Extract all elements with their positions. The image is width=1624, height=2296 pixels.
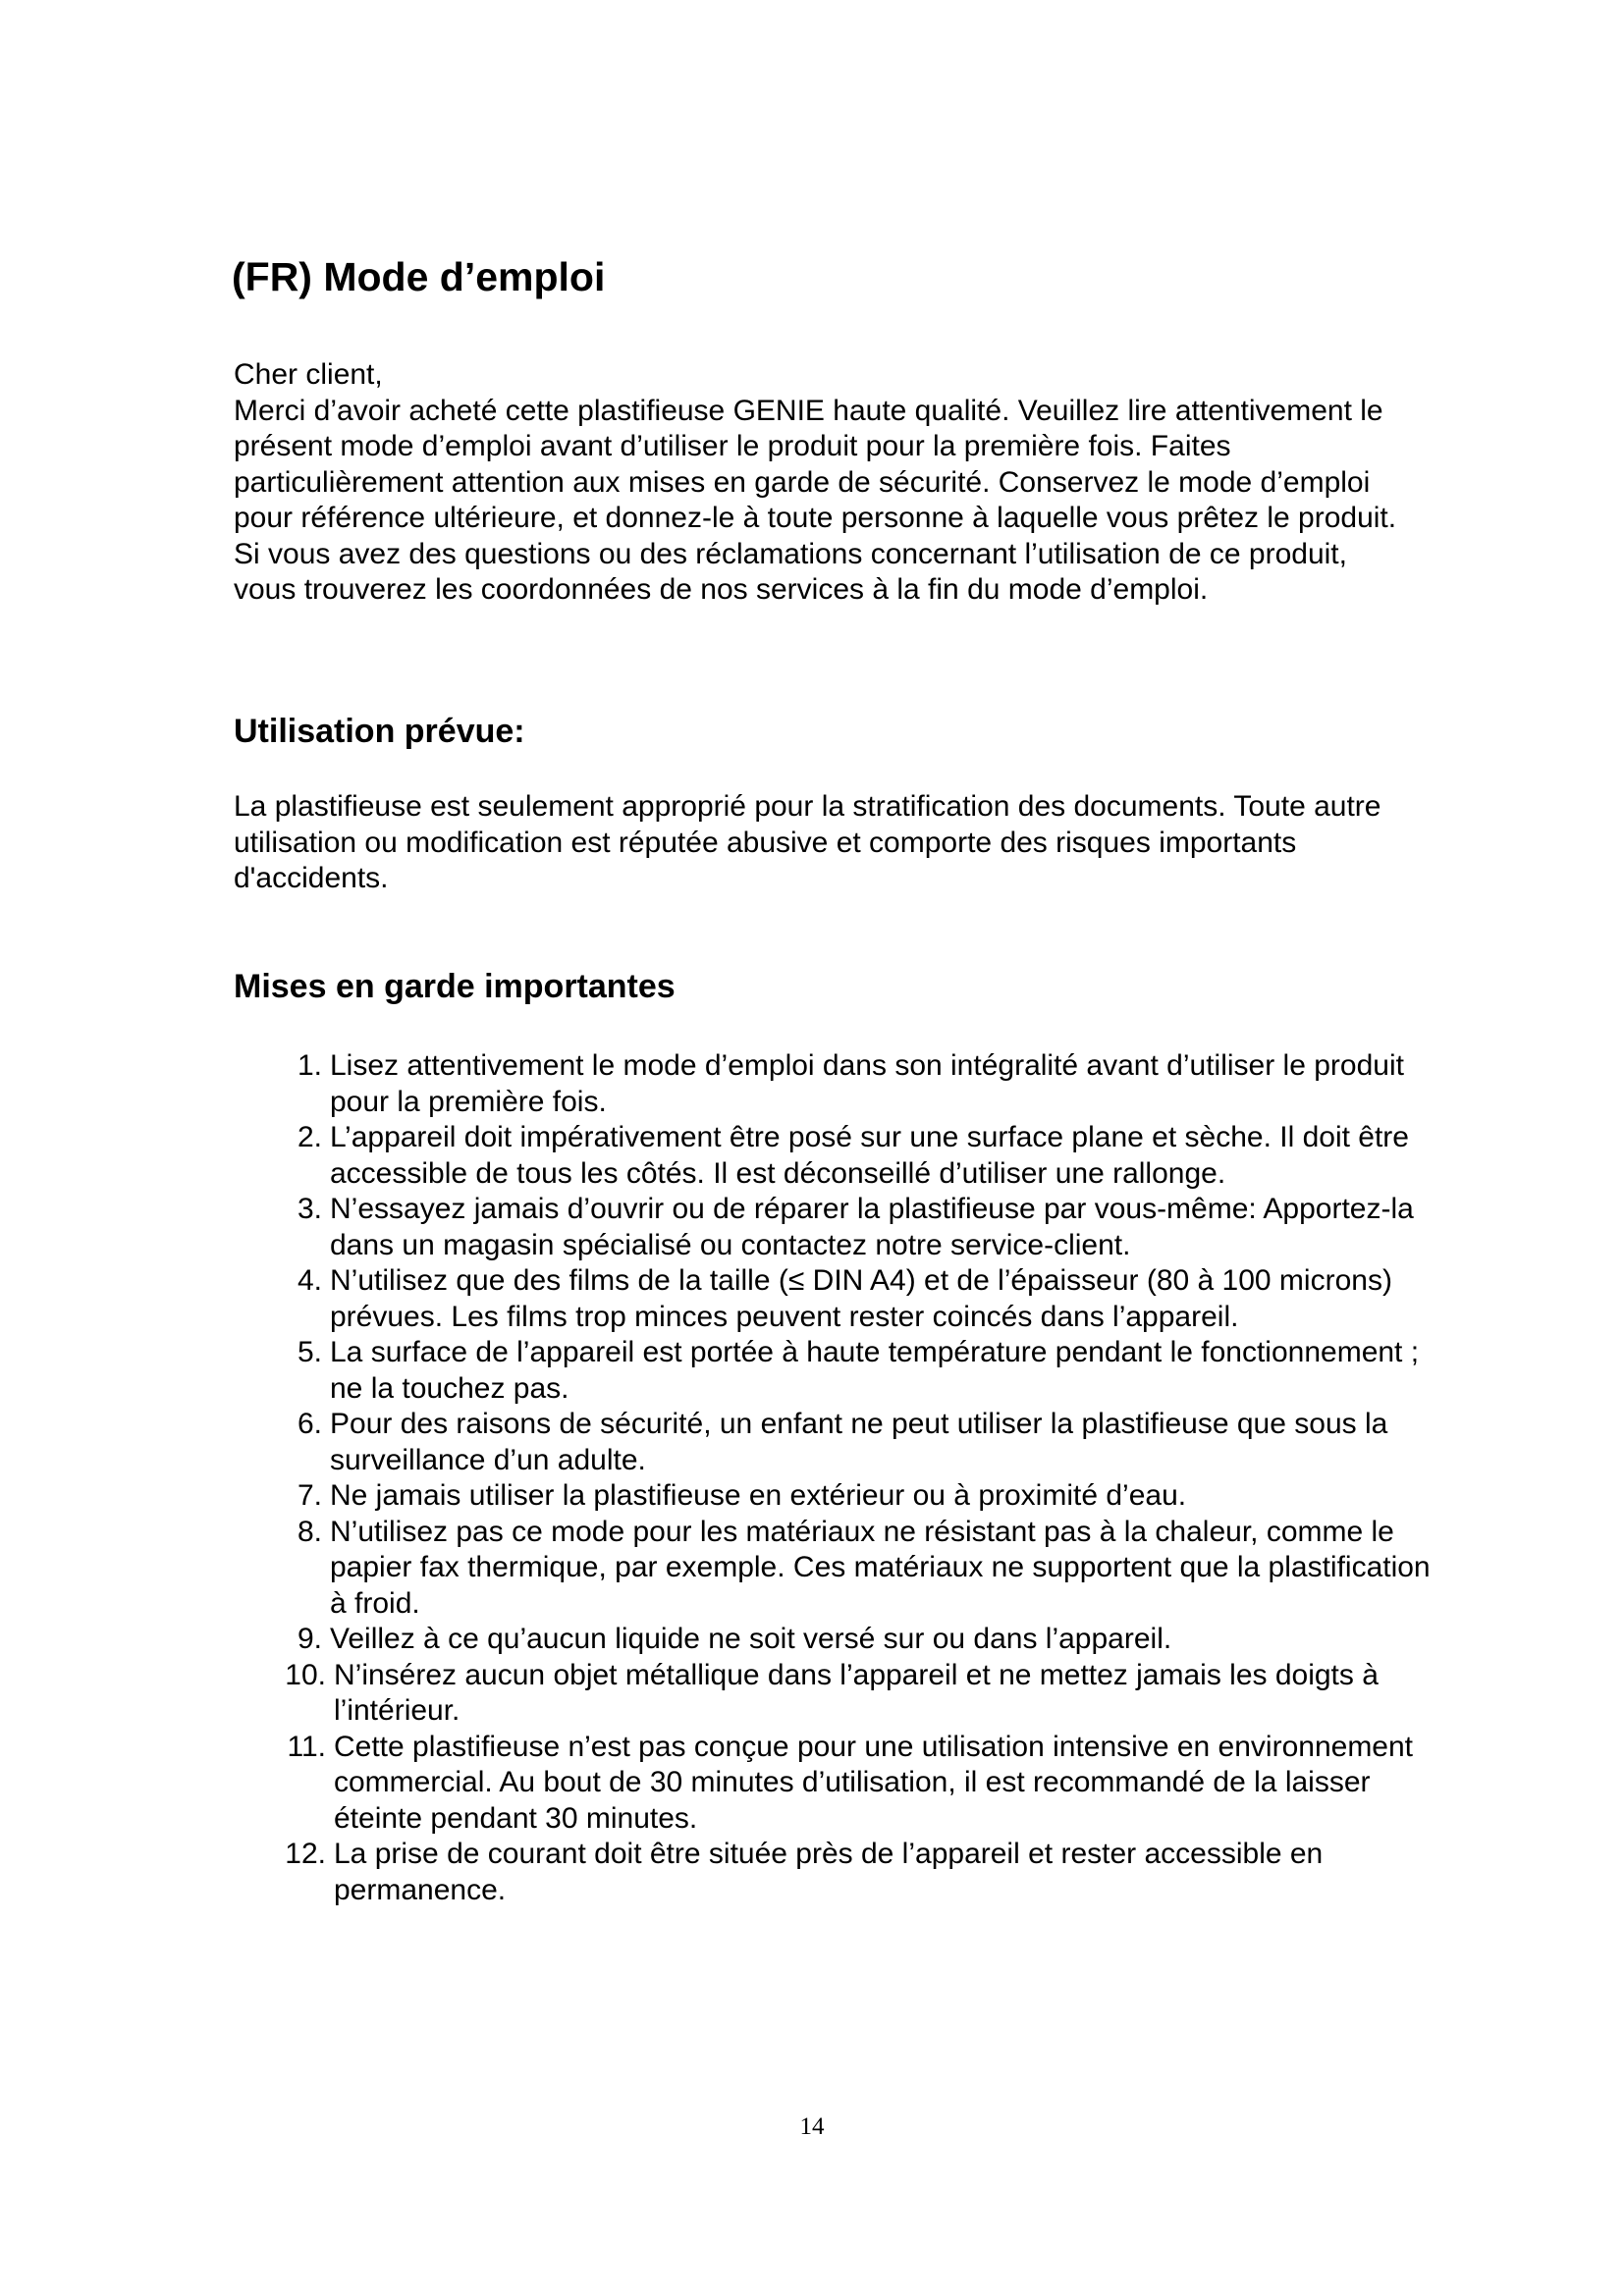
list-item xyxy=(275,1658,1434,1730)
list-item-text: Veillez à ce qu’aucun liquide ne soit versé sur ou dans l’appareil. xyxy=(330,1623,1172,1655)
list-item-text: N’utilisez pas ce mode pour les matériaux ne résistant pas à la chaleur, comme le papier fax thermique, par exemple. Ces matériaux ne supportent que la plastification à froid. xyxy=(330,1515,1431,1620)
list-item xyxy=(275,1730,1434,1838)
list-item-text: L’appareil doit impérativement être posé sur une surface plane et sèche. Il doit être accessible de tous les côtés. Il est déconseillé d’utiliser une rallonge. xyxy=(330,1121,1409,1190)
list-item-text: Ne jamais utiliser la plastifieuse en extérieur ou à proximité d’eau. xyxy=(330,1479,1187,1512)
list-item-number: 12. xyxy=(285,1838,326,1870)
page-title: (FR) Mode d’emploi xyxy=(232,254,606,299)
list-item xyxy=(275,1335,1434,1407)
list-item-number: 5. xyxy=(297,1336,322,1368)
list-item-number: 7. xyxy=(297,1479,322,1512)
list-item-number: 6. xyxy=(297,1408,322,1440)
list-item xyxy=(275,1263,1434,1335)
list-item-number: 10. xyxy=(285,1658,326,1691)
list-item-number: 2. xyxy=(297,1121,322,1153)
list-item xyxy=(275,1478,1434,1515)
list-item xyxy=(275,1192,1434,1263)
list-item-number: 8. xyxy=(297,1515,322,1548)
list-item-text: La surface de l’appareil est portée à haute température pendant le fonctionnement ; ne la touchez pas. xyxy=(330,1336,1420,1405)
list-item-number: 4. xyxy=(297,1264,322,1297)
list-item xyxy=(275,1120,1434,1192)
list-item-text: La prise de courant doit être située près de l’appareil et rester accessible en permanence. xyxy=(334,1838,1324,1906)
warnings-heading: Mises en garde importantes xyxy=(234,968,676,1005)
list-item-text: Cette plastifieuse n’est pas conçue pour une utilisation intensive en environnement commercial. Au bout de 30 minutes d’utilisation, il est recommandé de la laisser éteinte pendant 30 minutes. xyxy=(334,1730,1414,1835)
list-item-number: 9. xyxy=(297,1623,322,1655)
intro-greeting: Cher client, xyxy=(234,358,383,391)
list-item-number: 1. xyxy=(297,1049,322,1082)
list-item xyxy=(275,1048,1434,1120)
intro-paragraph: Merci d’avoir acheté cette plastifieuse GENIE haute qualité. Veuillez lire attentivement le présent mode d’emploi avant d’utiliser le produit pour la première fois. Faites particulièrement attention aux mises en garde de sécurité. Conservez le mode d’emploi pour référence ultérieure, et donnez-le à toute personne à laquelle vous prêtez le produit. Si vous avez des questions ou des réclamations concernant l’utilisation de ce produit, vous trouverez les coordonnées de nos services à la fin du mode d’emploi. xyxy=(234,394,1397,606)
list-item-text: N’insérez aucun objet métallique dans l’appareil et ne mettez jamais les doigts à l’intérieur. xyxy=(334,1658,1379,1727)
list-item-text: N’essayez jamais d’ouvrir ou de réparer la plastifieuse par vous-même: Apportez-la dans un magasin spécialisé ou contactez notre service-client. xyxy=(330,1193,1414,1261)
list-item-text: Lisez attentivement le mode d’emploi dans son intégralité avant d’utiliser le produit pour la première fois. xyxy=(330,1049,1404,1118)
intro-section xyxy=(234,357,1402,609)
list-item-text: N’utilisez que des films de la taille (≤ DIN A4) et de l’épaisseur (80 à 100 microns) prévues. Les films trop minces peuvent rester coincés dans l’appareil. xyxy=(330,1264,1392,1333)
list-item-number: 11. xyxy=(287,1730,326,1763)
list-item-number: 3. xyxy=(297,1193,322,1225)
usage-paragraph: La plastifieuse est seulement approprié pour la stratification des documents. Toute autre utilisation ou modification est réputée abusive et comporte des risques importants d'accidents. xyxy=(234,790,1381,894)
usage-heading: Utilisation prévue: xyxy=(234,713,525,750)
list-item xyxy=(275,1837,1434,1908)
warnings-list xyxy=(275,1048,1434,1908)
page-number: 14 xyxy=(799,2113,825,2140)
list-item-text: Pour des raisons de sécurité, un enfant ne peut utiliser la plastifieuse que sous la surveillance d’un adulte. xyxy=(330,1408,1388,1476)
list-item xyxy=(275,1515,1434,1623)
list-item xyxy=(275,1407,1434,1478)
list-item xyxy=(275,1622,1434,1658)
